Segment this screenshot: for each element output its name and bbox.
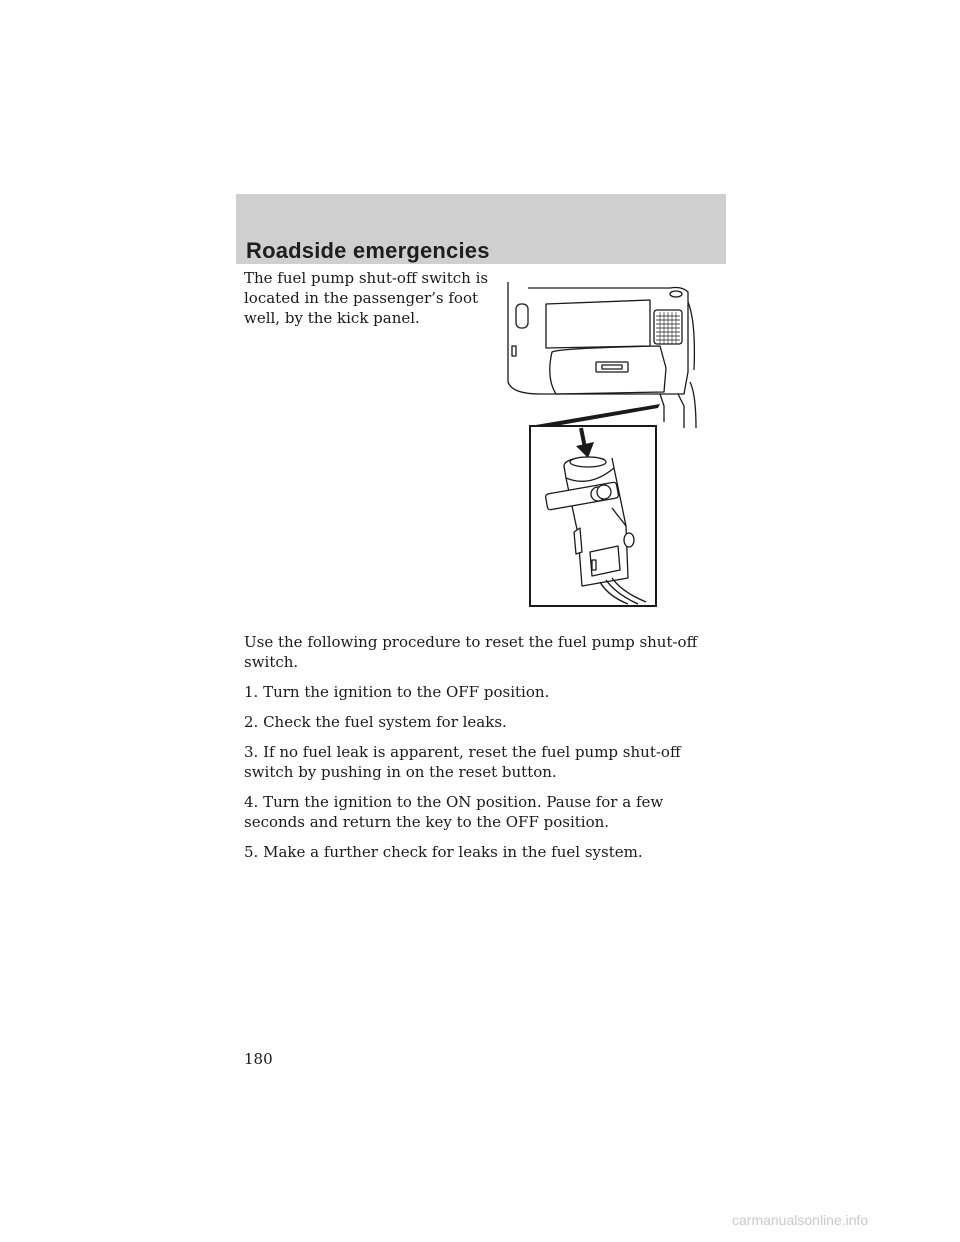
procedure-step-3: 3. If no fuel leak is apparent, reset the fuel pump shut-off switch by pushing in on the reset button.	[244, 743, 681, 781]
dashboard-panel-outline	[508, 282, 688, 394]
glove-box-upper	[546, 300, 650, 348]
section-header	[236, 194, 726, 264]
procedure-step-5: 5. Make a further check for leaks in the fuel system.	[244, 843, 643, 861]
intro-paragraph	[244, 268, 494, 328]
procedure-step-1: 1. Turn the ignition to the OFF position.	[244, 683, 550, 701]
dash-knob	[670, 291, 682, 297]
left-vent	[516, 304, 528, 328]
intro-text: The fuel pump shut-off switch is located in the passenger’s foot well, by the kick panel.	[244, 269, 489, 327]
section-title: Roadside emergencies	[246, 238, 490, 263]
glove-box-latch	[596, 362, 628, 372]
fuel-pump-switch-illustration	[500, 282, 700, 608]
procedure-lead: Use the following procedure to reset the fuel pump shut-off switch.	[244, 633, 698, 671]
page-number: 180	[244, 1050, 273, 1068]
procedure-step-4: 4. Turn the ignition to the ON position. Pause for a few seconds and return the key to the OFF position.	[244, 793, 664, 831]
watermark: carmanualsonline.info	[732, 1212, 869, 1228]
glove-box-door	[550, 346, 666, 394]
procedure-step-2: 2. Check the fuel system for leaks.	[244, 713, 507, 731]
reset-procedure	[244, 632, 724, 872]
